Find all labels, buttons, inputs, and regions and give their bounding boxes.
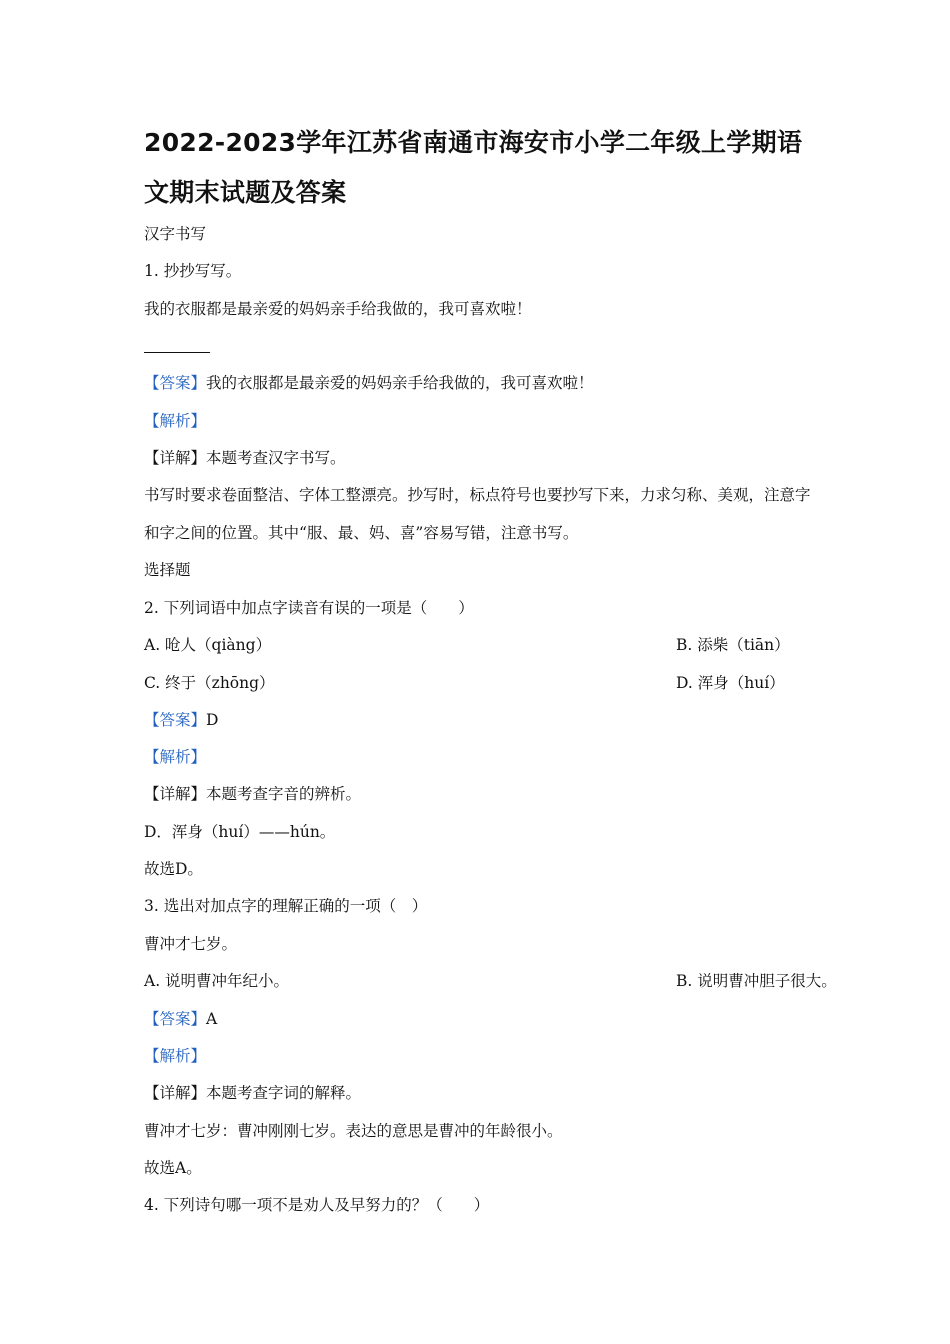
question-3-options-row bbox=[144, 970, 837, 992]
detail-text: 本题考查汉字书写。 bbox=[206, 449, 346, 467]
analysis-label: 【解析】 bbox=[144, 748, 207, 766]
question-3-analysis bbox=[144, 1045, 206, 1067]
question-3-answer bbox=[144, 1008, 217, 1030]
answer-text: D bbox=[206, 711, 219, 729]
option-a: A. 说明曹冲年纪小。 bbox=[144, 972, 290, 990]
question-1-analysis bbox=[144, 410, 206, 432]
detail-label: 【详解】 bbox=[144, 785, 207, 803]
option-a: A. 呛人（qiàng） bbox=[144, 636, 272, 654]
detail-label: 【详解】 bbox=[144, 1084, 207, 1102]
question-2-options-row-1 bbox=[144, 634, 790, 656]
answer-label: 【答案】 bbox=[144, 711, 207, 729]
answer-blank-line bbox=[144, 352, 210, 353]
detail-label: 【详解】 bbox=[144, 449, 207, 467]
question-3-text: 曹冲才七岁。 bbox=[144, 935, 238, 953]
detail-text: 本题考查字词的解释。 bbox=[206, 1084, 362, 1102]
option-c: C. 终于（zhōng） bbox=[144, 674, 275, 692]
question-1-stem: 1. 抄抄写写。 bbox=[144, 262, 242, 280]
option-b: B. 说明曹冲胆子很大。 bbox=[676, 972, 837, 990]
answer-text: A bbox=[206, 1010, 218, 1028]
question-2-explanation: D．浑身（huí）——hún。 bbox=[144, 823, 336, 841]
answer-text: 我的衣服都是最亲爱的妈妈亲手给我做的，我可喜欢啦！ bbox=[206, 374, 594, 392]
question-1-answer bbox=[144, 372, 594, 394]
analysis-label: 【解析】 bbox=[144, 1047, 207, 1065]
answer-label: 【答案】 bbox=[144, 374, 207, 392]
option-b: B. 添柴（tiān） bbox=[676, 636, 790, 654]
question-3-explanation: 曹冲才七岁：曹冲刚刚七岁。表达的意思是曹冲的年龄很小。 bbox=[144, 1122, 563, 1140]
question-3-stem: 3. 选出对加点字的理解正确的一项（ ） bbox=[144, 897, 428, 915]
question-2-conclusion: 故选D。 bbox=[144, 860, 203, 878]
question-4-stem: 4. 下列诗句哪一项不是劝人及早努力的？（ ） bbox=[144, 1196, 490, 1214]
question-2-options-row-2 bbox=[144, 672, 785, 694]
question-2-answer bbox=[144, 709, 218, 731]
detail-text: 本题考查字音的辨析。 bbox=[206, 785, 362, 803]
question-1-detail bbox=[144, 447, 346, 469]
question-2-stem: 2. 下列词语中加点字读音有误的一项是（ ） bbox=[144, 599, 474, 617]
answer-label: 【答案】 bbox=[144, 1010, 207, 1028]
question-3-conclusion: 故选A。 bbox=[144, 1159, 202, 1177]
document-title: 2022-2023学年江苏省南通市海安市小学二年级上学期语文期末试题及答案 bbox=[144, 128, 803, 207]
option-d: D. 浑身（huí） bbox=[676, 674, 785, 692]
question-3-detail bbox=[144, 1082, 361, 1104]
question-1-explanation: 书写时要求卷面整洁、字体工整漂亮。抄写时，标点符号也要抄写下来，力求匀称、美观，注意字和字之间的位置。其中“服、最、妈、喜”容易写错，注意书写。 bbox=[144, 486, 811, 542]
analysis-label: 【解析】 bbox=[144, 412, 207, 430]
question-1-text: 我的衣服都是最亲爱的妈妈亲手给我做的，我可喜欢啦！ bbox=[144, 300, 532, 318]
question-2-analysis bbox=[144, 746, 206, 768]
question-2-detail bbox=[144, 783, 361, 805]
section-heading-choice: 选择题 bbox=[144, 561, 191, 579]
section-heading-writing: 汉字书写 bbox=[144, 225, 207, 243]
